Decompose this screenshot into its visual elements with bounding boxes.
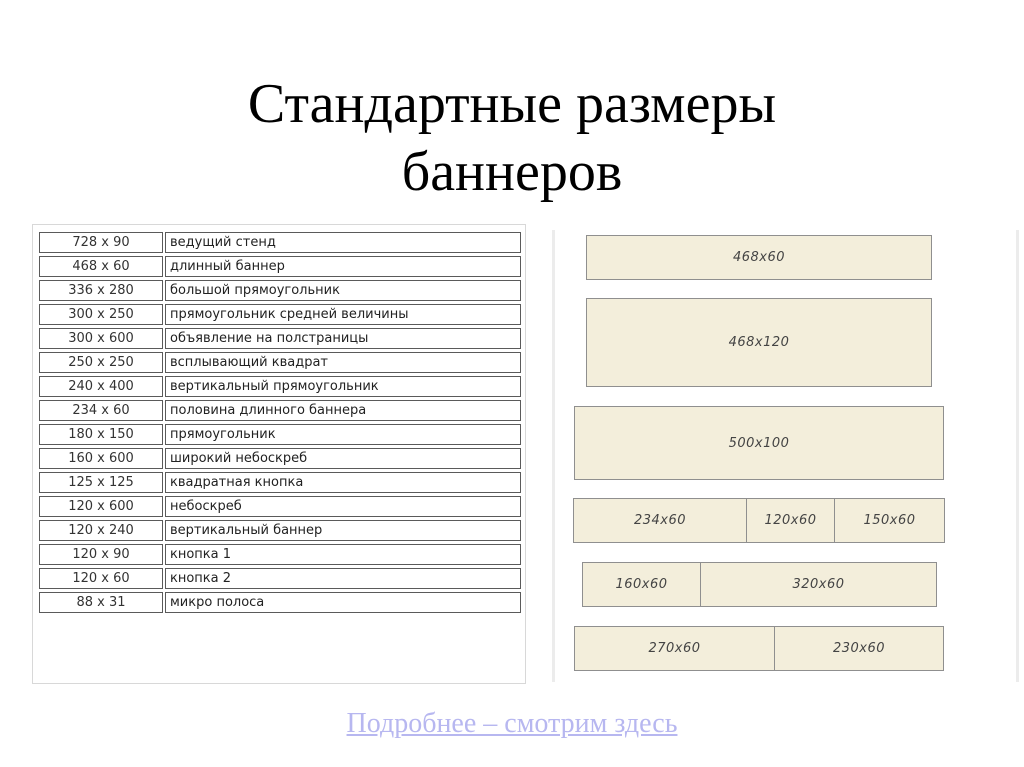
table-row: [39, 448, 521, 469]
size-cell: 125 x 125: [39, 472, 163, 493]
description-cell: длинный баннер: [165, 256, 521, 277]
banner-sample-150x60: 150x60: [834, 498, 945, 543]
banner-sample-468x120: 468x120: [586, 298, 932, 387]
description-cell: широкий небоскреб: [165, 448, 521, 469]
description-cell: квадратная кнопка: [165, 472, 521, 493]
banner-sample-270x60: 270x60: [574, 626, 775, 671]
description-cell: вертикальный баннер: [165, 520, 521, 541]
table-row: [39, 496, 521, 517]
table-row: [39, 328, 521, 349]
table-row: [39, 472, 521, 493]
table-row: [39, 232, 521, 253]
size-cell: 120 x 600: [39, 496, 163, 517]
table-row: [39, 376, 521, 397]
panel-divider-left: [552, 230, 555, 682]
banner-sample-230x60: 230x60: [774, 626, 944, 671]
panel-divider-right: [1016, 230, 1019, 682]
size-cell: 88 x 31: [39, 592, 163, 613]
size-cell: 120 x 240: [39, 520, 163, 541]
banner-sample-500x100: 500x100: [574, 406, 944, 480]
description-cell: кнопка 1: [165, 544, 521, 565]
banner-sample-120x60: 120x60: [746, 498, 835, 543]
size-cell: 728 x 90: [39, 232, 163, 253]
size-cell: 300 x 250: [39, 304, 163, 325]
slide-title-line-2: баннеров: [401, 141, 623, 203]
description-cell: кнопка 2: [165, 568, 521, 589]
description-cell: прямоугольник средней величины: [165, 304, 521, 325]
table-row: [39, 424, 521, 445]
description-cell: всплывающий квадрат: [165, 352, 521, 373]
size-cell: 250 x 250: [39, 352, 163, 373]
size-cell: 300 x 600: [39, 328, 163, 349]
table-row: [39, 280, 521, 301]
slide-title: [0, 70, 1024, 206]
table-row: [39, 256, 521, 277]
table-row: [39, 544, 521, 565]
size-cell: 160 x 600: [39, 448, 163, 469]
size-cell: 120 x 90: [39, 544, 163, 565]
description-cell: ведущий стенд: [165, 232, 521, 253]
size-cell: 336 x 280: [39, 280, 163, 301]
description-cell: вертикальный прямоугольник: [165, 376, 521, 397]
size-cell: 120 x 60: [39, 568, 163, 589]
size-cell: 468 x 60: [39, 256, 163, 277]
table-row: [39, 400, 521, 421]
banner-sizes-table-panel: [32, 224, 526, 684]
banner-sample-160x60: 160x60: [582, 562, 701, 607]
size-cell: 240 x 400: [39, 376, 163, 397]
table-row: [39, 592, 521, 613]
description-cell: объявление на полстраницы: [165, 328, 521, 349]
size-cell: 180 x 150: [39, 424, 163, 445]
banner-sample-234x60: 234x60: [573, 498, 747, 543]
banner-sizes-table: [37, 229, 523, 616]
banner-sample-468x60: 468x60: [586, 235, 932, 280]
description-cell: большой прямоугольник: [165, 280, 521, 301]
slide-title-line-1: Стандартные размеры: [247, 73, 777, 135]
description-cell: микро полоса: [165, 592, 521, 613]
table-row: [39, 520, 521, 541]
banner-sample-320x60: 320x60: [700, 562, 937, 607]
description-cell: прямоугольник: [165, 424, 521, 445]
table-row: [39, 352, 521, 373]
more-details-link[interactable]: Подробнее – смотрим здесь: [346, 708, 678, 739]
size-cell: 234 x 60: [39, 400, 163, 421]
table-row: [39, 568, 521, 589]
description-cell: небоскреб: [165, 496, 521, 517]
table-row: [39, 304, 521, 325]
description-cell: половина длинного баннера: [165, 400, 521, 421]
